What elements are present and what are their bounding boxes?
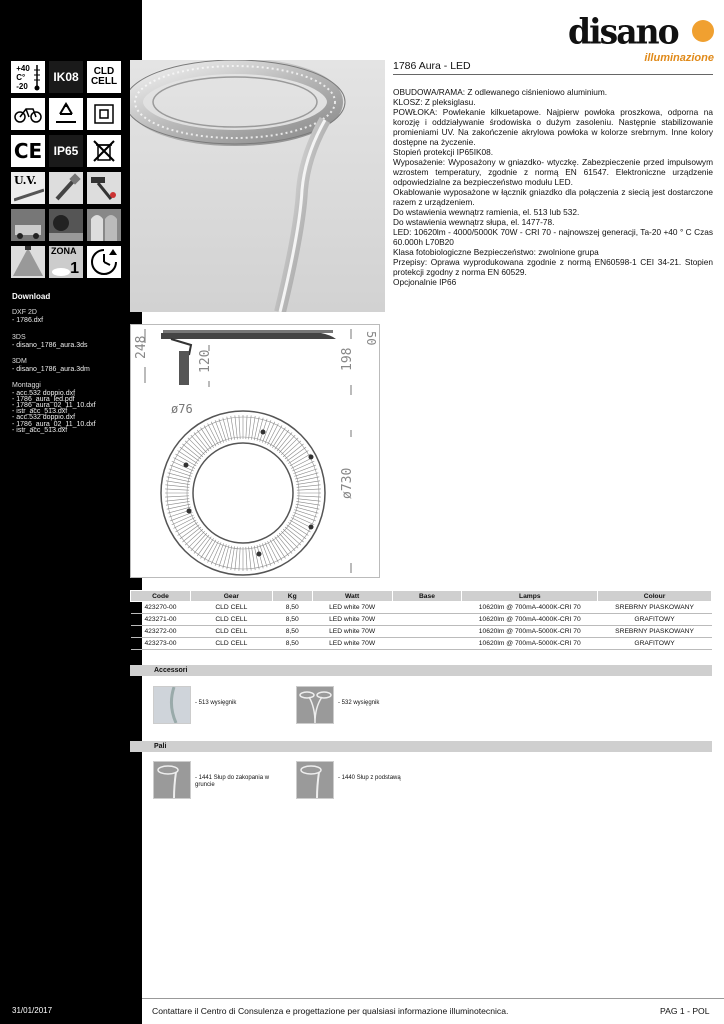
bicycle-pedestrian-icon bbox=[10, 97, 46, 131]
recycle-icon bbox=[48, 97, 84, 131]
pole-1441-thumbnail bbox=[153, 761, 191, 799]
download-group-montaggi: Montaggi - acc.532 doppio.dxf - 1786_aura_led.pdf - 1786_aura_02_11_10.dxf - istr_acc_513.dxf - acc.532 doppio.dxf - 1786_aura_02_11_10.dxf - istr_acc_513.dxf bbox=[12, 382, 137, 434]
download-link[interactable]: - 1786_aura_02_11_10.dxf bbox=[12, 402, 96, 410]
footer-divider bbox=[142, 998, 724, 999]
pole-label: - 1440 Słup z podstawą bbox=[338, 775, 401, 781]
table-row: 423270-00 CLD CELL 8,50 LED white 70W 10620lm @ 700mA-4000K-CRI 70 SREBRNY PIASKOWANY bbox=[131, 602, 712, 614]
col-code: Code bbox=[131, 591, 191, 602]
technical-drawing bbox=[130, 324, 380, 578]
desc-line: Do wstawienia wewnątrz słupa, el. 1477-78. bbox=[393, 217, 555, 227]
dim-side-height: 198 bbox=[340, 347, 355, 371]
accessories-header: Accessori bbox=[130, 665, 712, 676]
light-cone-icon bbox=[10, 245, 46, 279]
class-ii-insulation-icon bbox=[86, 97, 122, 131]
download-link[interactable]: - istr_acc_513.dxf bbox=[12, 426, 68, 434]
pole-item[interactable] bbox=[153, 761, 293, 801]
pole-label: - 1441 Słup do zakopania w gruncie bbox=[195, 775, 270, 788]
dimming-clock-icon bbox=[86, 245, 122, 279]
accessory-item[interactable] bbox=[296, 686, 436, 726]
pole-item[interactable] bbox=[296, 761, 436, 801]
pole-1440-thumbnail bbox=[296, 761, 334, 799]
table-row: 423272-00 CLD CELL 8,50 LED white 70W 10620lm @ 700mA-5000K-CRI 70 SREBRNY PIASKOWANY bbox=[131, 626, 712, 638]
dim-head-height: 50 bbox=[364, 331, 378, 346]
dim-tube-diameter: ø76 bbox=[171, 402, 193, 416]
download-link[interactable]: - disano_1786_aura.3dm bbox=[12, 366, 90, 374]
col-lamps: Lamps bbox=[462, 591, 598, 602]
ik08-icon: IK08 bbox=[48, 60, 84, 94]
page-number: PAG 1 - POL bbox=[660, 1006, 710, 1016]
table-row: 423273-00 CLD CELL 8,50 LED white 70W 10620lm @ 700mA-5000K-CRI 70 GRAFITOWY bbox=[131, 638, 712, 650]
hammer-glow-wire-icon bbox=[86, 171, 122, 205]
desc-line: OBUDOWA/RAMA: Z odlewanego ciśnieniowo aluminium. bbox=[393, 87, 608, 97]
product-description bbox=[393, 87, 713, 287]
title-divider bbox=[393, 74, 713, 75]
desc-line: Do wstawienia wewnątrz ramienia, el. 513 lub 532. bbox=[393, 207, 580, 217]
arcade-application-icon bbox=[86, 208, 122, 242]
download-link[interactable]: - disano_1786_aura.3ds bbox=[12, 341, 88, 349]
accessory-label: - 532 wysięgnik bbox=[338, 700, 380, 706]
desc-line: LED: 10620lm - 4000/5000K 70W - CRI 70 - najnowszej generacji, Ta-20 +40 ° C Czas 60.000h L70B20 bbox=[393, 227, 713, 247]
zona-1-icon: ZONA 1 bbox=[48, 245, 84, 279]
temperature-range-icon: +40 C° -20 bbox=[10, 60, 46, 94]
download-link[interactable]: - istr_acc_513.dxf bbox=[12, 408, 68, 416]
poles-header: Pali bbox=[130, 741, 712, 752]
cld-cell-icon: CLD CELL bbox=[86, 60, 122, 94]
accessory-532-thumbnail bbox=[296, 686, 334, 724]
table-header-row bbox=[131, 591, 712, 602]
accessory-513-thumbnail bbox=[153, 686, 191, 724]
accessory-label: - 513 wysięgnik bbox=[195, 700, 237, 706]
product-photo bbox=[130, 60, 385, 312]
col-base: Base bbox=[392, 591, 462, 602]
download-link[interactable]: - 1786_aura_led.pdf bbox=[12, 395, 75, 403]
product-code-table bbox=[130, 590, 712, 650]
desc-line: POWŁOKA: Powlekanie kilkuetapowe. Najpierw powłoka proszkowa, odporna na korozję i oddziaływanie środowiska o dużym zasoleniu. Następnie stabilizowanie promieniami UV. Na zakończenie akrylowa powłoka w kolorze srebrnym. Inne kolory dostępne na życzenie. bbox=[393, 107, 713, 147]
accessory-item[interactable] bbox=[153, 686, 293, 726]
download-link[interactable]: - 1786_aura_02_11_10.dxf bbox=[12, 420, 96, 428]
garden-application-icon bbox=[48, 208, 84, 242]
uv-resistant-icon: U.V. bbox=[10, 171, 46, 205]
col-gear: Gear bbox=[190, 591, 272, 602]
download-group-3ds: 3DS - disano_1786_aura.3ds bbox=[12, 334, 137, 350]
download-link[interactable]: - acc.532 doppio.dxf bbox=[12, 414, 76, 422]
dim-ring-diameter: ø730 bbox=[340, 467, 355, 499]
desc-line: Przepisy: Oprawa wyprodukowana zgodnie z normą EN60598-1 CEI 34-21. Stopien protekcji zgodny z norma EN 60529. bbox=[393, 257, 713, 277]
download-link[interactable]: - 1786.dxf bbox=[12, 317, 44, 325]
product-title: 1786 Aura - LED bbox=[393, 60, 471, 72]
download-header: Download bbox=[12, 292, 51, 301]
sidebar bbox=[0, 0, 142, 1024]
logo-dot bbox=[692, 20, 714, 42]
col-watt: Watt bbox=[312, 591, 392, 602]
footer-contact-text: Contattare il Centro di Consulenza e progettazione per qualsiasi informazione illuminotecnica. bbox=[152, 1006, 509, 1016]
table-row: 423271-00 CLD CELL 8,50 LED white 70W 10620lm @ 700mA-4000K-CRI 70 GRAFITOWY bbox=[131, 614, 712, 626]
desc-line: Opcjonalnie IP66 bbox=[393, 277, 457, 287]
ce-mark-icon: CE bbox=[10, 134, 46, 168]
download-link[interactable]: - acc.532 doppio.dxf bbox=[12, 389, 76, 397]
ring-top-view bbox=[161, 411, 325, 575]
ip65-icon: IP65 bbox=[48, 134, 84, 168]
no-disposal-bin-icon bbox=[86, 134, 122, 168]
desc-line: Stopień protekcji IP65IK08. bbox=[393, 147, 494, 157]
street-application-icon bbox=[10, 208, 46, 242]
dim-total-height: 248 bbox=[134, 335, 149, 359]
document-date: 31/01/2017 bbox=[12, 1006, 53, 1015]
disano-logo: disano illuminazione bbox=[568, 11, 714, 64]
desc-line: Wyposażenie: Wyposażony w gniazdko- wtyczkę. Zabezpieczenie przed impulsowym wzrostem temperatury, zgodnie z normą EN 61547. Elektroniczne urządzenie odpowiedzialne za bezpieczeństwo modułu LED. bbox=[393, 157, 713, 187]
download-group-dxf: DXF 2D - 1786.dxf bbox=[12, 309, 137, 325]
dim-arm-height: 120 bbox=[198, 349, 213, 373]
download-group-3dm: 3DM - disano_1786_aura.3dm bbox=[12, 358, 137, 374]
desc-line: Klasa fotobiologiczne Bezpieczeństwo: zwolnione grupa bbox=[393, 247, 599, 257]
col-colour: Colour bbox=[598, 591, 712, 602]
desc-line: KLOSZ: Z pleksiglasu. bbox=[393, 97, 476, 107]
download-section bbox=[12, 293, 137, 442]
col-kg: Kg bbox=[272, 591, 312, 602]
brush-paint-icon bbox=[48, 171, 84, 205]
desc-line: Okablowanie wyposażone w łącznik gniazdko dla połączenia z siecią jest dostarczone razem z urządzeniem. bbox=[393, 187, 713, 207]
